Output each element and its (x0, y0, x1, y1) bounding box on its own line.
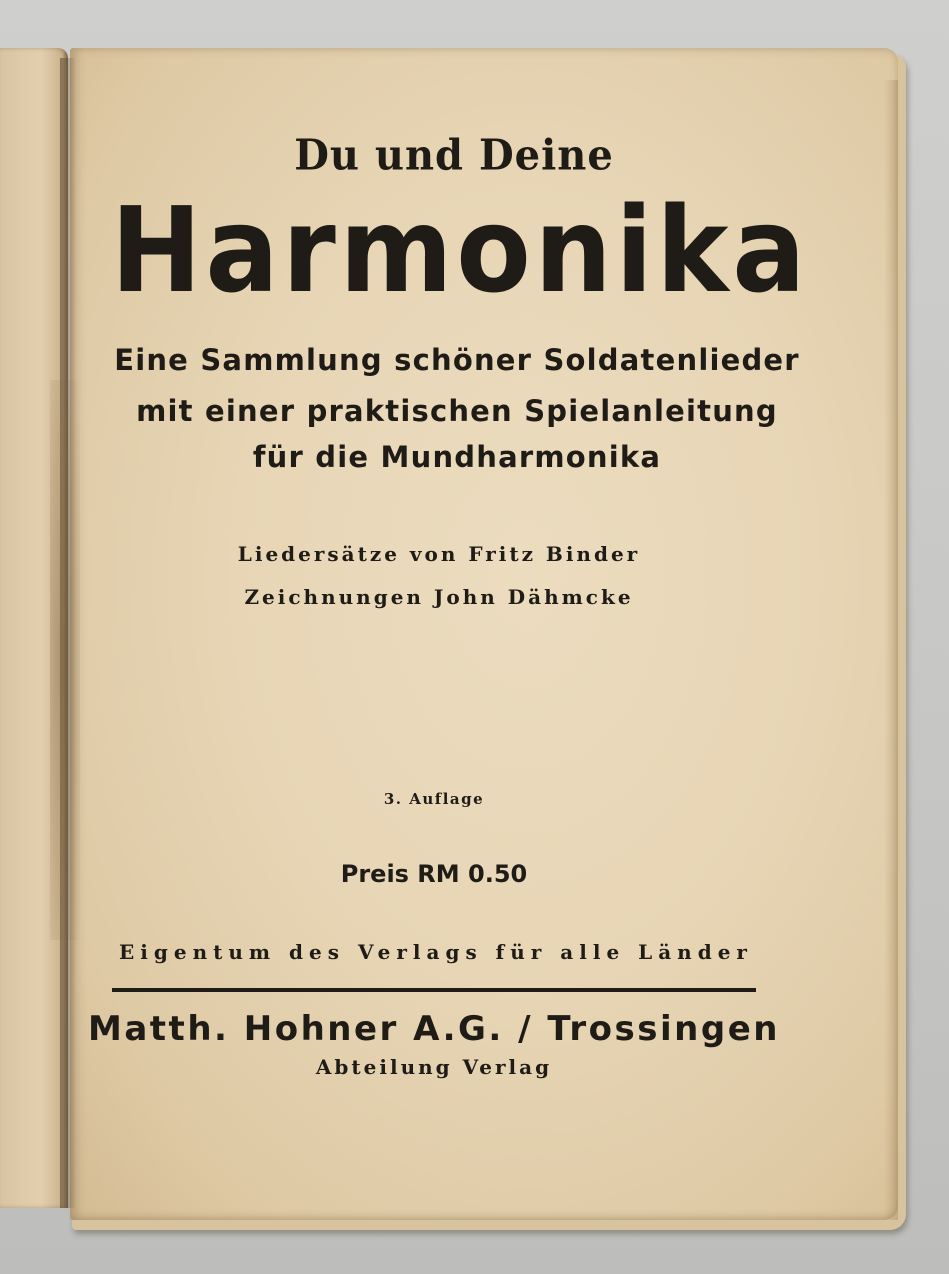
illustrator-credit: Zeichnungen John Dähmcke (244, 585, 634, 609)
pretitle: Du und Deine (294, 130, 614, 181)
rights-notice: Eigentum des Verlags für alle Länder (119, 940, 753, 964)
main-title: Harmonika (110, 181, 810, 319)
page-edge-shadow (884, 80, 898, 1220)
publisher-department: Abteilung Verlag (315, 1055, 553, 1079)
edition-label: 3. Auflage (383, 790, 485, 808)
subtitle-line-2: mit einer praktischen Spielanleitung (136, 394, 778, 428)
subtitle-line-1: Eine Sammlung schöner Soldatenlieder (114, 343, 800, 377)
divider-rule (112, 988, 756, 992)
publisher-name: Matth. Hohner A.G. / Trossingen (88, 1009, 780, 1049)
price-label: Preis RM 0.50 (340, 860, 528, 888)
subtitle-line-3: für die Mundharmonika (252, 440, 662, 474)
arranger-credit: Liedersätze von Fritz Binder (237, 542, 641, 566)
